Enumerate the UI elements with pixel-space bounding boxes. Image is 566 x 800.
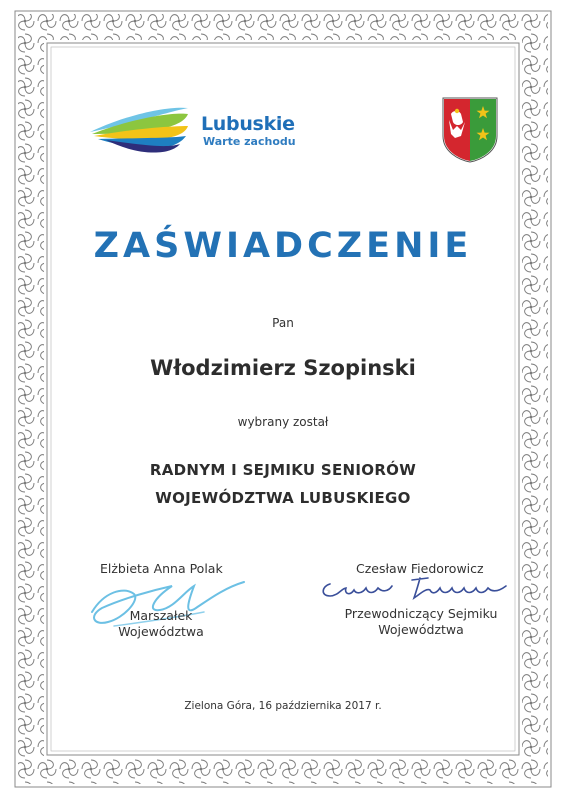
left-signatory-role: [96, 608, 226, 640]
coat-of-arms-icon: [441, 96, 499, 164]
salutation: Pan: [272, 316, 294, 330]
left-role-line-1: Marszałek: [129, 608, 193, 623]
right-signature-image: [316, 570, 516, 606]
right-role-line-1: Przewodniczący Sejmiku: [344, 606, 498, 621]
certificate-title: ZAŚWIADCZENIE: [93, 226, 473, 266]
logo-title: Lubuskie: [201, 113, 295, 135]
chosen-text: wybrany został: [237, 415, 329, 429]
place-and-date: Zielona Góra, 16 października 2017 r.: [184, 700, 382, 712]
office-line-2: WOJEWÓDZTWA LUBUSKIEGO: [155, 489, 411, 507]
right-signatory-role: [336, 606, 506, 638]
office-line-1: RADNYM I SEJMIKU SENIORÓW: [149, 461, 417, 479]
left-role-line-2: Województwa: [118, 624, 204, 639]
right-role-line-2: Województwa: [378, 622, 464, 637]
recipient-name: Włodzimierz Szopinski: [150, 356, 416, 380]
right-signatory-name: Czesław Fiedorowicz: [356, 561, 484, 576]
logo-subtitle: Warte zachodu: [203, 135, 296, 148]
left-signatory-name: Elżbieta Anna Polak: [100, 561, 223, 576]
